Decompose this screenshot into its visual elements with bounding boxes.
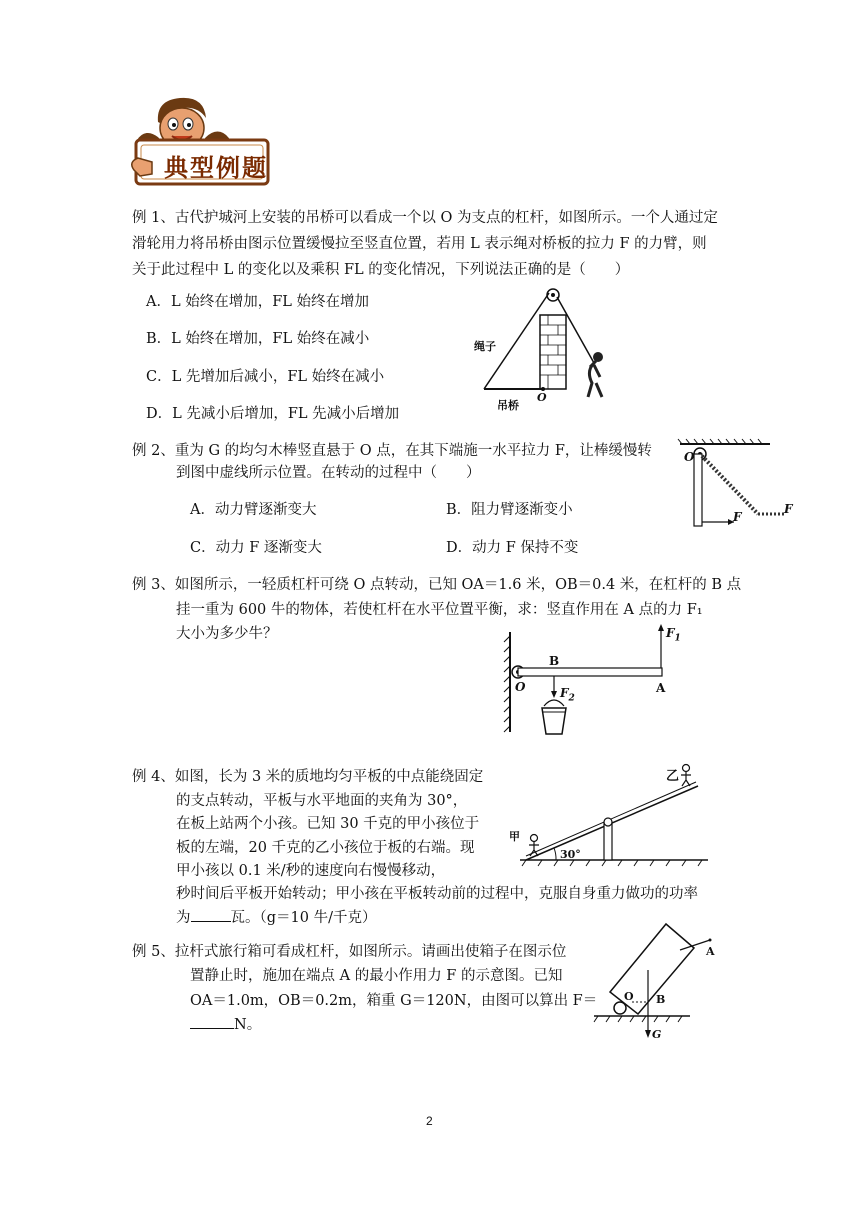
- banner-title: 典型例题: [164, 154, 268, 182]
- ex3-line-2: 挂一重为 600 牛的物体，若使杠杆在水平位置平衡，求：竖直作用在 A 点的力 F₁: [176, 602, 703, 618]
- ex3-f2-letter: F: [560, 686, 569, 700]
- ex5-b-label: B: [656, 993, 666, 1006]
- ex3-f2-label: [560, 686, 575, 703]
- ex5-a-label: A: [706, 945, 715, 958]
- ex4-line-7: [176, 906, 376, 928]
- seesaw-figure: [512, 762, 732, 872]
- answer-blank: [190, 1013, 234, 1029]
- ex5-line-2: 置静止时，施加在端点 A 的最小作用力 F 的示意图。已知: [190, 968, 563, 984]
- ex1-option-d: D．L 先减小后增加，FL 先减小后增加: [146, 406, 400, 422]
- ex1-o-label: O: [537, 391, 547, 404]
- ex4-line-2: 的支点转动，平板与水平地面的夹角为 30°，: [176, 793, 468, 809]
- ex4-yi-label: 乙: [666, 769, 680, 784]
- ex1-rope-label: 绳子: [474, 340, 496, 353]
- ex3-line-3: 大小为多少牛？: [176, 626, 278, 642]
- ex4-line-4: 板的左端，20 千克的乙小孩位于板的右端。现: [176, 840, 475, 856]
- ex1-option-c: C．L 先增加后减小，FL 始终在减小: [146, 369, 385, 385]
- ex3-f1-sub: 1: [674, 633, 681, 644]
- ex3-f1-label: [666, 626, 681, 643]
- ex2-force-dashed-label: F: [784, 502, 793, 516]
- ex5-line-3: OA＝1.0m，OB＝0.2m，箱重 G＝120N，由图可以算出 F＝: [190, 993, 598, 1009]
- ex1-line-1: 例 1、古代护城河上安装的吊桥可以看成一个以 O 为支点的杠杆，如图所示。一个人通过定: [132, 210, 718, 226]
- ex5-o-label: O: [624, 990, 634, 1003]
- ex5-line-4: [190, 1013, 261, 1035]
- ex2-force-label: F: [733, 510, 742, 524]
- ex3-b-label: B: [549, 654, 560, 668]
- ex2-option-b: B．阻力臂逐渐变小: [446, 502, 573, 518]
- ex2-o-label: O: [684, 450, 695, 464]
- ex1-option-a: A．L 始终在增加，FL 始终在增加: [146, 294, 370, 310]
- ex4-last-prefix: 为: [176, 910, 191, 926]
- ex1-option-b: B．L 始终在增加，FL 始终在减小: [146, 331, 370, 347]
- ex4-line-3: 在板上站两个小孩。已知 30 千克的甲小孩位于: [176, 816, 480, 832]
- ex2-line-1: 例 2、重为 G 的均匀木棒竖直悬于 O 点，在其下端施一水平拉力 F，让棒缓慢转: [132, 443, 652, 459]
- ex4-angle-label: 30°: [560, 848, 581, 861]
- ex5-line-1: 例 5、拉杆式旅行箱可看成杠杆，如图所示。请画出使箱子在图示位: [132, 944, 567, 960]
- answer-blank: [191, 906, 231, 922]
- section-banner: [128, 92, 278, 192]
- ex4-line-5: 甲小孩以 0.1 米/秒的速度向右慢慢移动，: [176, 863, 446, 879]
- ex2-option-c: C．动力 F 逐渐变大: [190, 540, 322, 556]
- luggage-figure: [590, 930, 740, 1045]
- ex2-option-d: D．动力 F 保持不变: [446, 540, 579, 556]
- ex1-line-2: 滑轮用力将吊桥由图示位置缓慢拉至竖直位置，若用 L 表示绳对桥板的拉力 F 的力臂，则: [132, 236, 707, 252]
- ex3-f1-letter: F: [666, 626, 675, 640]
- ex3-line-1: 例 3、如图所示，一轻质杠杆可绕 O 点转动，已知 OA＝1.6 米，OB＝0.4 米，在杠杆的 B 点: [132, 577, 742, 593]
- page-number: 2: [426, 1114, 433, 1128]
- ex1-line-3: 关于此过程中 L 的变化以及乘积 FL 的变化情况，下列说法正确的是（ ）: [132, 262, 630, 278]
- ex4-last-suffix: 瓦。（g＝10 牛/千克）: [230, 910, 377, 926]
- ex3-f2-sub: 2: [568, 693, 575, 704]
- ex4-line-6: 秒时间后平板开始转动；甲小孩在平板转动前的过程中，克服自身重力做功的功率: [176, 886, 698, 902]
- ex3-o-label: O: [515, 680, 526, 694]
- ex1-bridge-label: 吊桥: [497, 399, 519, 412]
- ex3-a-label: A: [656, 681, 666, 695]
- ex5-last-suffix: N。: [234, 1017, 262, 1033]
- ex4-jia-label: 甲: [509, 830, 520, 843]
- ex5-g-label: G: [652, 1028, 662, 1041]
- ex4-line-1: 例 4、如图，长为 3 米的质地均匀平板的中点能绕固定: [132, 769, 484, 785]
- ex2-line-2: 到图中虚线所示位置。在转动的过程中（ ）: [176, 465, 481, 481]
- ex2-option-a: A．动力臂逐渐变大: [190, 502, 317, 518]
